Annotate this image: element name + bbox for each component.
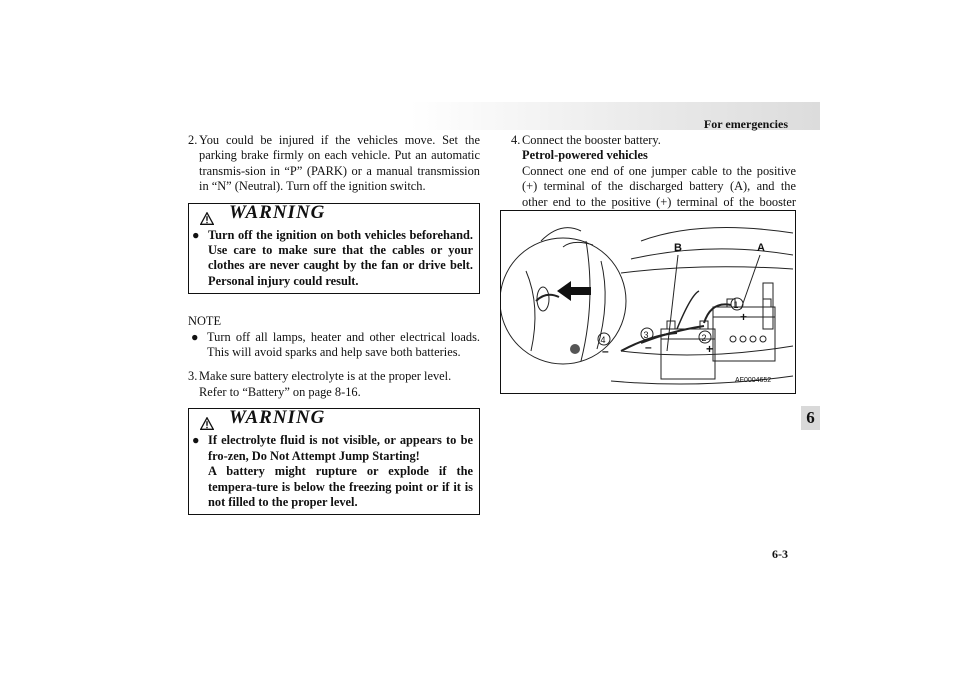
- step-number: 3.: [188, 369, 198, 384]
- step-number: 4.: [511, 133, 521, 147]
- callout-1: 1: [733, 300, 739, 310]
- figure-label-b: B: [674, 242, 682, 254]
- step-3: [188, 369, 480, 400]
- page-header-title: For emergencies: [703, 117, 788, 131]
- warning-header: [189, 409, 479, 433]
- warning-item: [189, 228, 479, 290]
- left-column: [188, 133, 480, 515]
- step-subtitle: Petrol-powered vehicles: [522, 148, 648, 163]
- warning-header: [189, 201, 479, 228]
- note-label: NOTE: [188, 314, 222, 329]
- warning-text-line: A battery might rupture or explode if the tempera-ture is below the freezing point or if it is not filled to the proper level.: [208, 464, 473, 509]
- step-text: [199, 369, 480, 400]
- jumper-cable-figure: [500, 210, 796, 394]
- warning-item: [189, 433, 479, 510]
- note-text: Turn off all lamps, heater and other electrical loads. This will avoid sparks and help save both batteries.: [207, 329, 480, 360]
- step-number: 2.: [188, 133, 198, 147]
- page-number: 6-3: [772, 547, 788, 561]
- warning-title: WARNING: [229, 407, 326, 429]
- callout-4: 4: [600, 335, 606, 345]
- arrow-left-icon: [557, 281, 591, 301]
- chapter-tab[interactable]: 6: [801, 406, 820, 430]
- warning-title: WARNING: [229, 201, 326, 223]
- step-reference[interactable]: Refer to “Battery” on page 8-16.: [199, 384, 361, 399]
- minus-sign: –: [645, 340, 652, 354]
- note-item: [188, 330, 480, 361]
- engine-bay-illustration: [501, 211, 795, 393]
- callout-2: 2: [701, 333, 707, 343]
- callout-3: 3: [643, 330, 649, 340]
- minus-sign: –: [602, 344, 609, 358]
- step-text-line: Make sure battery electrolyte is at the proper level.: [199, 369, 452, 384]
- warning-box-electrolyte: [188, 408, 480, 515]
- bullet-icon: ●: [192, 433, 200, 448]
- warning-text-line: If electrolyte fluid is not visible, or appears to be fro-zen, Do Not Attempt Jump Starting!: [208, 433, 473, 463]
- step-title: Connect the booster battery.: [522, 133, 661, 147]
- step-2: [188, 133, 480, 195]
- warning-triangle-icon: [200, 417, 214, 430]
- bullet-icon: ●: [191, 329, 199, 344]
- figure-label-a: A: [757, 242, 765, 254]
- warning-text: [208, 433, 473, 510]
- plus-sign: +: [706, 342, 714, 356]
- plus-sign: +: [740, 310, 748, 324]
- figure-code: AF0004652: [735, 377, 772, 384]
- step-text: Connect one end of one jumper cable to the positive (+) terminal of the discharged battery (A), and the other end to the positive (+) terminal of the booster: [522, 163, 796, 209]
- warning-box-ignition: [188, 203, 480, 295]
- warning-triangle-icon: [200, 212, 214, 225]
- warning-text: Turn off the ignition on both vehicles beforehand. Use care to make sure that the cables or your clothes are never caught by the fan or drive belt. Personal injury could result.: [208, 227, 473, 288]
- step-text: You could be injured if the vehicles move. Set the parking brake firmly on each vehicle. Put an automatic transmis-sion in “P” (PARK) or a manual transmission in “N” (Neutral). Turn off the ignition switch.: [199, 133, 480, 194]
- bullet-icon: ●: [192, 227, 200, 242]
